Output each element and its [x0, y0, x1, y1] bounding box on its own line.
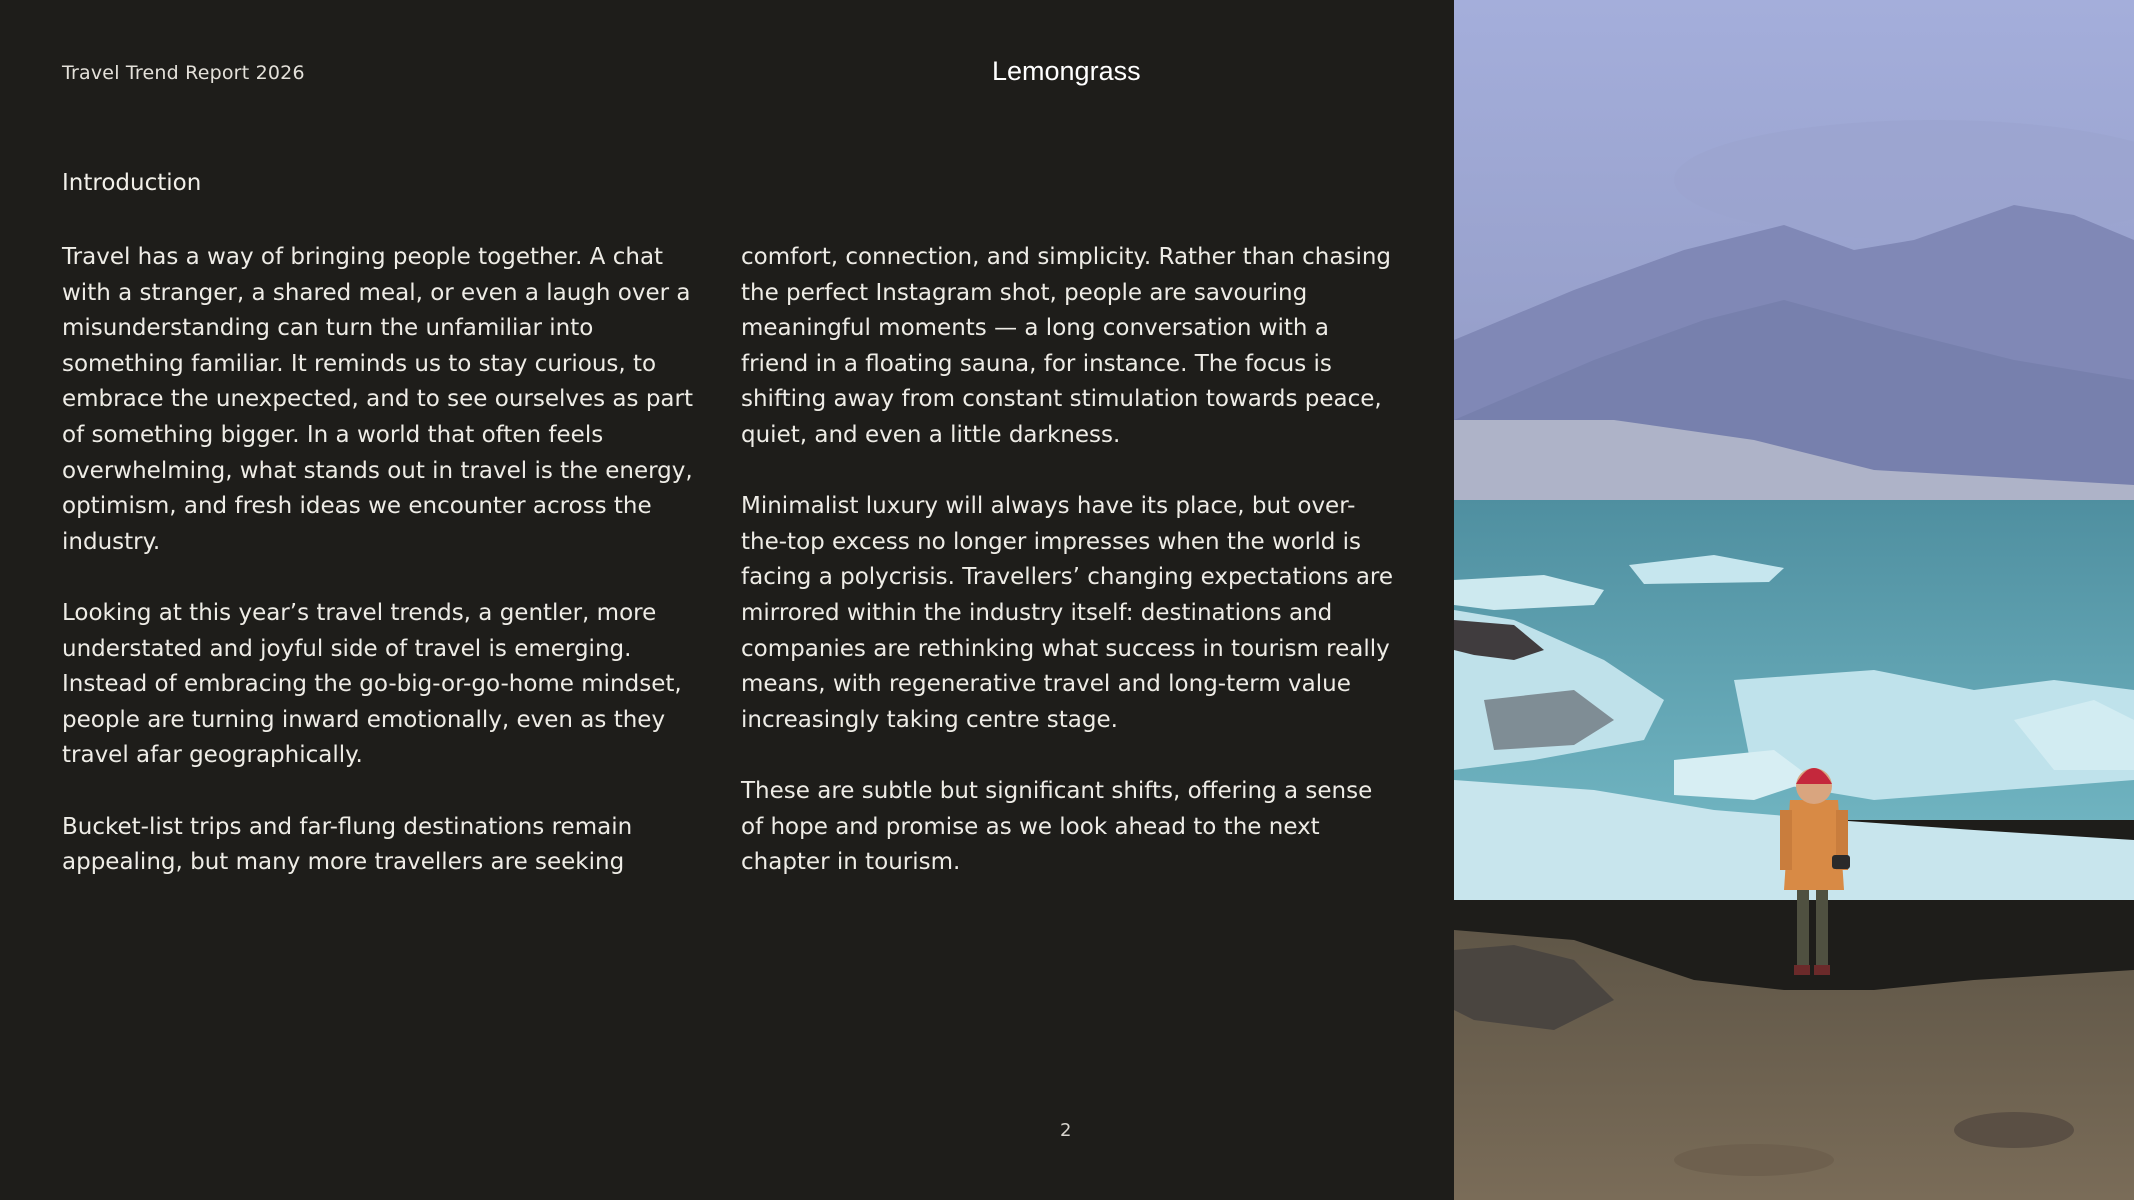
paragraph: Minimalist luxury will always have its place, but over-the-top excess no longer impresses when the world is facing a polycrisis. Travellers’ changing expectations are mirrored within the industry itself: destinations and companies are rethinking what success in tourism really means, with regenerative travel and long-term value increasingly taking centre stage.	[741, 493, 1394, 733]
section-heading: Introduction	[62, 170, 202, 196]
paragraph: comfort, connection, and simplicity. Rather than chasing the perfect Instagram shot, people are savouring meaningful moments — a long conversation with a friend in a floating sauna, for instance. The focus is shifting away from constant stimulation towards peace, quiet, and even a little darkness.	[741, 244, 1392, 448]
page-number: 2	[1060, 1120, 1072, 1141]
report-title: Travel Trend Report 2026	[62, 62, 305, 84]
brand-logo: Lemongrass	[992, 56, 1141, 86]
glacier-lagoon-photo	[1454, 0, 2134, 1200]
paragraph: These are subtle but significant shifts, offering a sense of hope and promise as we look ahead to the next chapter in tourism.	[741, 777, 1373, 876]
rock	[1674, 1144, 1834, 1176]
paragraph: Bucket-list trips and far-flung destinations remain appealing, but many more travellers are seeking	[62, 813, 633, 876]
rock	[1954, 1112, 2074, 1148]
text-column-left	[62, 240, 702, 916]
paragraph: Travel has a way of bringing people together. A chat with a stranger, a shared meal, or even a laugh over a misunderstanding can turn the unfamiliar into something familiar. It reminds us to stay curious, to embrace the unexpected, and to see ourselves as part of something bigger. In a world that often feels overwhelming, what stands out in travel is the energy, optimism, and fresh ideas we encounter across the industry.	[62, 244, 693, 555]
paragraph: Looking at this year’s travel trends, a gentler, more understated and joyful side of travel is emerging. Instead of embracing the go-big-or-go-home mindset, people are turning inward emotionally, even as they travel afar geographically.	[62, 599, 682, 769]
text-column-right	[741, 240, 1401, 916]
